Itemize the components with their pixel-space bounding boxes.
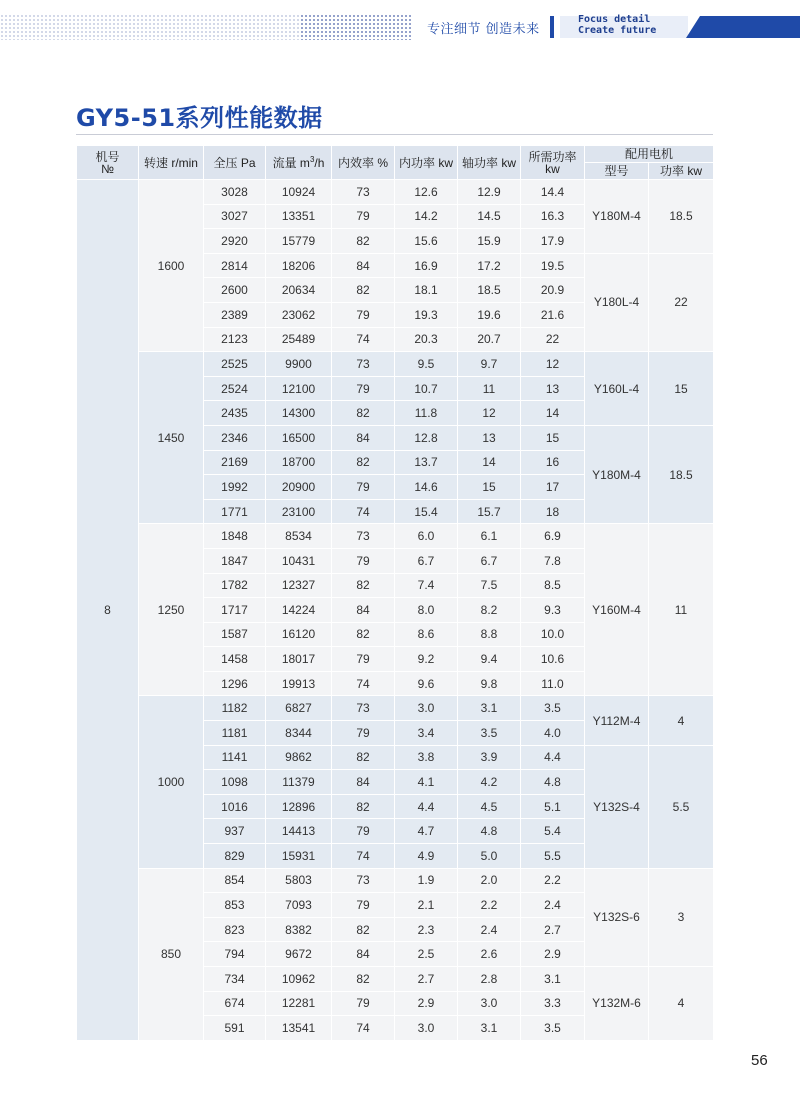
flow-cell: 18017 bbox=[266, 647, 332, 672]
header-flow-prefix: 流量 m bbox=[272, 155, 310, 170]
flow-cell: 23062 bbox=[266, 302, 332, 327]
required-power-cell: 4.0 bbox=[521, 721, 585, 746]
efficiency-cell: 79 bbox=[332, 475, 395, 500]
required-power-cell: 3.5 bbox=[521, 696, 585, 721]
shaft-power-cell: 17.2 bbox=[458, 253, 521, 278]
motor-model-cell: Y132S-4 bbox=[585, 745, 649, 868]
internal-power-cell: 4.9 bbox=[395, 844, 458, 869]
required-power-cell: 21.6 bbox=[521, 302, 585, 327]
motor-model-cell: Y180M-4 bbox=[585, 180, 649, 254]
flow-cell: 10924 bbox=[266, 180, 332, 205]
table-row bbox=[77, 696, 714, 721]
efficiency-cell: 82 bbox=[332, 450, 395, 475]
required-power-cell: 9.3 bbox=[521, 598, 585, 623]
required-power-cell: 19.5 bbox=[521, 253, 585, 278]
flow-cell: 11379 bbox=[266, 770, 332, 795]
header-required-power-line1: 所需功率 bbox=[528, 149, 577, 164]
flow-cell: 20900 bbox=[266, 475, 332, 500]
shaft-power-cell: 4.2 bbox=[458, 770, 521, 795]
shaft-power-cell: 3.0 bbox=[458, 991, 521, 1016]
header-slogan-en-line1: Focus detail bbox=[578, 14, 651, 25]
efficiency-cell: 82 bbox=[332, 622, 395, 647]
pressure-cell: 1182 bbox=[204, 696, 266, 721]
efficiency-cell: 79 bbox=[332, 548, 395, 573]
required-power-cell: 3.1 bbox=[521, 967, 585, 992]
header-motor-group: 配用电机 bbox=[585, 146, 714, 163]
shaft-power-cell: 4.5 bbox=[458, 794, 521, 819]
internal-power-cell: 9.2 bbox=[395, 647, 458, 672]
table-row bbox=[77, 352, 714, 377]
shaft-power-cell: 8.2 bbox=[458, 598, 521, 623]
shaft-power-cell: 14.5 bbox=[458, 204, 521, 229]
flow-cell: 12327 bbox=[266, 573, 332, 598]
pressure-cell: 1296 bbox=[204, 671, 266, 696]
pressure-cell: 591 bbox=[204, 1016, 266, 1041]
required-power-cell: 16 bbox=[521, 450, 585, 475]
motor-model-cell: Y132M-6 bbox=[585, 967, 649, 1041]
shaft-power-cell: 20.7 bbox=[458, 327, 521, 352]
pressure-cell: 1717 bbox=[204, 598, 266, 623]
header-motor-model: 型号 bbox=[585, 163, 649, 180]
flow-cell: 16120 bbox=[266, 622, 332, 647]
efficiency-cell: 79 bbox=[332, 819, 395, 844]
pressure-cell: 823 bbox=[204, 917, 266, 942]
shaft-power-cell: 2.2 bbox=[458, 893, 521, 918]
flow-cell: 25489 bbox=[266, 327, 332, 352]
efficiency-cell: 79 bbox=[332, 721, 395, 746]
shaft-power-cell: 8.8 bbox=[458, 622, 521, 647]
internal-power-cell: 1.9 bbox=[395, 868, 458, 893]
flow-cell: 6827 bbox=[266, 696, 332, 721]
internal-power-cell: 14.6 bbox=[395, 475, 458, 500]
table-header-row bbox=[77, 146, 714, 163]
shaft-power-cell: 5.0 bbox=[458, 844, 521, 869]
required-power-cell: 3.3 bbox=[521, 991, 585, 1016]
pressure-cell: 1782 bbox=[204, 573, 266, 598]
performance-table bbox=[76, 145, 714, 1041]
flow-cell: 9672 bbox=[266, 942, 332, 967]
shaft-power-cell: 2.6 bbox=[458, 942, 521, 967]
internal-power-cell: 13.7 bbox=[395, 450, 458, 475]
internal-power-cell: 15.4 bbox=[395, 499, 458, 524]
title-rule bbox=[76, 134, 713, 135]
header-flow-suffix: /h bbox=[314, 155, 325, 170]
flow-cell: 18206 bbox=[266, 253, 332, 278]
flow-cell: 13351 bbox=[266, 204, 332, 229]
shaft-power-cell: 15.7 bbox=[458, 499, 521, 524]
header-machine-no-line1: 机号 bbox=[95, 149, 120, 164]
flow-cell: 8344 bbox=[266, 721, 332, 746]
required-power-cell: 11.0 bbox=[521, 671, 585, 696]
pressure-cell: 2814 bbox=[204, 253, 266, 278]
internal-power-cell: 2.9 bbox=[395, 991, 458, 1016]
flow-cell: 7093 bbox=[266, 893, 332, 918]
efficiency-cell: 84 bbox=[332, 598, 395, 623]
flow-cell: 12100 bbox=[266, 376, 332, 401]
pressure-cell: 2346 bbox=[204, 425, 266, 450]
pressure-cell: 3027 bbox=[204, 204, 266, 229]
motor-power-cell: 4 bbox=[649, 696, 714, 745]
header-divider bbox=[550, 16, 554, 38]
flow-cell: 10431 bbox=[266, 548, 332, 573]
shaft-power-cell: 4.8 bbox=[458, 819, 521, 844]
header-efficiency: 内效率 % bbox=[332, 146, 395, 180]
header-machine-no-line2: № bbox=[101, 161, 114, 176]
shaft-power-cell: 13 bbox=[458, 425, 521, 450]
efficiency-cell: 73 bbox=[332, 524, 395, 549]
efficiency-cell: 82 bbox=[332, 745, 395, 770]
internal-power-cell: 15.6 bbox=[395, 229, 458, 254]
required-power-cell: 10.0 bbox=[521, 622, 585, 647]
internal-power-cell: 14.2 bbox=[395, 204, 458, 229]
page-number: 56 bbox=[751, 1052, 768, 1069]
flow-cell: 12896 bbox=[266, 794, 332, 819]
required-power-cell: 2.9 bbox=[521, 942, 585, 967]
efficiency-cell: 82 bbox=[332, 278, 395, 303]
shaft-power-cell: 18.5 bbox=[458, 278, 521, 303]
pressure-cell: 1992 bbox=[204, 475, 266, 500]
motor-model-cell: Y132S-6 bbox=[585, 868, 649, 966]
speed-cell: 850 bbox=[139, 868, 204, 1040]
pressure-cell: 3028 bbox=[204, 180, 266, 205]
efficiency-cell: 74 bbox=[332, 499, 395, 524]
motor-model-cell: Y160L-4 bbox=[585, 352, 649, 426]
shaft-power-cell: 6.1 bbox=[458, 524, 521, 549]
flow-cell: 13541 bbox=[266, 1016, 332, 1041]
internal-power-cell: 4.1 bbox=[395, 770, 458, 795]
required-power-cell: 15 bbox=[521, 425, 585, 450]
required-power-cell: 3.5 bbox=[521, 1016, 585, 1041]
shaft-power-cell: 2.4 bbox=[458, 917, 521, 942]
internal-power-cell: 4.7 bbox=[395, 819, 458, 844]
efficiency-cell: 82 bbox=[332, 917, 395, 942]
shaft-power-cell: 9.7 bbox=[458, 352, 521, 377]
efficiency-cell: 82 bbox=[332, 794, 395, 819]
efficiency-cell: 82 bbox=[332, 229, 395, 254]
required-power-cell: 16.3 bbox=[521, 204, 585, 229]
shaft-power-cell: 3.1 bbox=[458, 1016, 521, 1041]
flow-cell: 14300 bbox=[266, 401, 332, 426]
required-power-cell: 4.4 bbox=[521, 745, 585, 770]
page-title: GY5-51系列性能数据 bbox=[76, 104, 323, 132]
pressure-cell: 2920 bbox=[204, 229, 266, 254]
speed-cell: 1450 bbox=[139, 352, 204, 524]
shaft-power-cell: 9.8 bbox=[458, 671, 521, 696]
motor-model-cell: Y112M-4 bbox=[585, 696, 649, 745]
internal-power-cell: 6.0 bbox=[395, 524, 458, 549]
speed-cell: 1000 bbox=[139, 696, 204, 868]
required-power-cell: 17 bbox=[521, 475, 585, 500]
pressure-cell: 2600 bbox=[204, 278, 266, 303]
header-required-power-line2: kw bbox=[545, 161, 560, 176]
motor-model-cell: Y160M-4 bbox=[585, 524, 649, 696]
shaft-power-cell: 11 bbox=[458, 376, 521, 401]
header-flow bbox=[266, 146, 332, 180]
required-power-cell: 10.6 bbox=[521, 647, 585, 672]
table-row bbox=[77, 868, 714, 893]
pressure-cell: 2389 bbox=[204, 302, 266, 327]
pressure-cell: 1181 bbox=[204, 721, 266, 746]
flow-cell: 16500 bbox=[266, 425, 332, 450]
header-slogan-cn: 专注细节 创造未来 bbox=[427, 22, 540, 37]
pressure-cell: 2525 bbox=[204, 352, 266, 377]
pressure-cell: 854 bbox=[204, 868, 266, 893]
shaft-power-cell: 15 bbox=[458, 475, 521, 500]
efficiency-cell: 84 bbox=[332, 770, 395, 795]
internal-power-cell: 3.0 bbox=[395, 1016, 458, 1041]
flow-cell: 5803 bbox=[266, 868, 332, 893]
shaft-power-cell: 2.0 bbox=[458, 868, 521, 893]
required-power-cell: 7.8 bbox=[521, 548, 585, 573]
motor-power-cell: 18.5 bbox=[649, 180, 714, 254]
efficiency-cell: 82 bbox=[332, 967, 395, 992]
internal-power-cell: 16.9 bbox=[395, 253, 458, 278]
efficiency-cell: 74 bbox=[332, 844, 395, 869]
required-power-cell: 17.9 bbox=[521, 229, 585, 254]
required-power-cell: 2.7 bbox=[521, 917, 585, 942]
pressure-cell: 829 bbox=[204, 844, 266, 869]
pressure-cell: 2169 bbox=[204, 450, 266, 475]
flow-cell: 20634 bbox=[266, 278, 332, 303]
efficiency-cell: 73 bbox=[332, 180, 395, 205]
required-power-cell: 5.5 bbox=[521, 844, 585, 869]
motor-power-cell: 15 bbox=[649, 352, 714, 426]
flow-cell: 8534 bbox=[266, 524, 332, 549]
internal-power-cell: 3.0 bbox=[395, 696, 458, 721]
efficiency-cell: 79 bbox=[332, 991, 395, 1016]
efficiency-cell: 74 bbox=[332, 671, 395, 696]
efficiency-cell: 84 bbox=[332, 425, 395, 450]
header-slogan-en bbox=[578, 14, 656, 36]
motor-model-cell: Y180M-4 bbox=[585, 425, 649, 523]
flow-cell: 19913 bbox=[266, 671, 332, 696]
required-power-cell: 4.8 bbox=[521, 770, 585, 795]
flow-cell: 15931 bbox=[266, 844, 332, 869]
motor-power-cell: 11 bbox=[649, 524, 714, 696]
shaft-power-cell: 14 bbox=[458, 450, 521, 475]
internal-power-cell: 3.4 bbox=[395, 721, 458, 746]
pressure-cell: 1458 bbox=[204, 647, 266, 672]
shaft-power-cell: 6.7 bbox=[458, 548, 521, 573]
efficiency-cell: 79 bbox=[332, 647, 395, 672]
required-power-cell: 13 bbox=[521, 376, 585, 401]
flow-cell: 15779 bbox=[266, 229, 332, 254]
header-flow-sup: 3 bbox=[309, 154, 315, 164]
efficiency-cell: 79 bbox=[332, 376, 395, 401]
efficiency-cell: 82 bbox=[332, 573, 395, 598]
shaft-power-cell: 12 bbox=[458, 401, 521, 426]
header-accent-bar bbox=[686, 16, 800, 38]
efficiency-cell: 84 bbox=[332, 253, 395, 278]
required-power-cell: 14 bbox=[521, 401, 585, 426]
flow-cell: 9900 bbox=[266, 352, 332, 377]
internal-power-cell: 7.4 bbox=[395, 573, 458, 598]
motor-power-cell: 18.5 bbox=[649, 425, 714, 523]
pressure-cell: 1016 bbox=[204, 794, 266, 819]
table-row bbox=[77, 524, 714, 549]
internal-power-cell: 2.7 bbox=[395, 967, 458, 992]
efficiency-cell: 79 bbox=[332, 204, 395, 229]
required-power-cell: 5.4 bbox=[521, 819, 585, 844]
efficiency-cell: 82 bbox=[332, 401, 395, 426]
header-dot-pattern-dense bbox=[300, 14, 412, 40]
speed-cell: 1600 bbox=[139, 180, 204, 352]
required-power-cell: 6.9 bbox=[521, 524, 585, 549]
shaft-power-cell: 3.5 bbox=[458, 721, 521, 746]
flow-cell: 14224 bbox=[266, 598, 332, 623]
table-body bbox=[77, 180, 714, 1041]
header-shaft-power: 轴功率 kw bbox=[458, 146, 521, 180]
speed-cell: 1250 bbox=[139, 524, 204, 696]
internal-power-cell: 3.8 bbox=[395, 745, 458, 770]
table-row bbox=[77, 180, 714, 205]
shaft-power-cell: 19.6 bbox=[458, 302, 521, 327]
flow-cell: 14413 bbox=[266, 819, 332, 844]
internal-power-cell: 2.5 bbox=[395, 942, 458, 967]
motor-power-cell: 22 bbox=[649, 253, 714, 351]
efficiency-cell: 73 bbox=[332, 696, 395, 721]
pressure-cell: 794 bbox=[204, 942, 266, 967]
pressure-cell: 1771 bbox=[204, 499, 266, 524]
efficiency-cell: 84 bbox=[332, 942, 395, 967]
flow-cell: 23100 bbox=[266, 499, 332, 524]
pressure-cell: 674 bbox=[204, 991, 266, 1016]
pressure-cell: 734 bbox=[204, 967, 266, 992]
required-power-cell: 22 bbox=[521, 327, 585, 352]
pressure-cell: 1848 bbox=[204, 524, 266, 549]
pressure-cell: 853 bbox=[204, 893, 266, 918]
motor-power-cell: 3 bbox=[649, 868, 714, 966]
required-power-cell: 2.4 bbox=[521, 893, 585, 918]
internal-power-cell: 8.6 bbox=[395, 622, 458, 647]
required-power-cell: 14.4 bbox=[521, 180, 585, 205]
internal-power-cell: 20.3 bbox=[395, 327, 458, 352]
shaft-power-cell: 15.9 bbox=[458, 229, 521, 254]
pressure-cell: 1098 bbox=[204, 770, 266, 795]
header-slogan-en-line2: Create future bbox=[578, 25, 657, 36]
efficiency-cell: 73 bbox=[332, 352, 395, 377]
shaft-power-cell: 7.5 bbox=[458, 573, 521, 598]
required-power-cell: 8.5 bbox=[521, 573, 585, 598]
flow-cell: 10962 bbox=[266, 967, 332, 992]
flow-cell: 9862 bbox=[266, 745, 332, 770]
required-power-cell: 18 bbox=[521, 499, 585, 524]
internal-power-cell: 9.5 bbox=[395, 352, 458, 377]
internal-power-cell: 2.1 bbox=[395, 893, 458, 918]
shaft-power-cell: 3.1 bbox=[458, 696, 521, 721]
header-required-power bbox=[521, 146, 585, 180]
pressure-cell: 2435 bbox=[204, 401, 266, 426]
pressure-cell: 1587 bbox=[204, 622, 266, 647]
motor-model-cell: Y180L-4 bbox=[585, 253, 649, 351]
pressure-cell: 1847 bbox=[204, 548, 266, 573]
internal-power-cell: 6.7 bbox=[395, 548, 458, 573]
motor-power-cell: 4 bbox=[649, 967, 714, 1041]
header-machine-no bbox=[77, 146, 139, 180]
pressure-cell: 2524 bbox=[204, 376, 266, 401]
flow-cell: 12281 bbox=[266, 991, 332, 1016]
motor-power-cell: 5.5 bbox=[649, 745, 714, 868]
efficiency-cell: 79 bbox=[332, 893, 395, 918]
efficiency-cell: 79 bbox=[332, 302, 395, 327]
internal-power-cell: 4.4 bbox=[395, 794, 458, 819]
internal-power-cell: 18.1 bbox=[395, 278, 458, 303]
header-internal-power: 内功率 kw bbox=[395, 146, 458, 180]
internal-power-cell: 19.3 bbox=[395, 302, 458, 327]
pressure-cell: 937 bbox=[204, 819, 266, 844]
efficiency-cell: 74 bbox=[332, 327, 395, 352]
machine-no-cell: 8 bbox=[77, 180, 139, 1041]
shaft-power-cell: 12.9 bbox=[458, 180, 521, 205]
flow-cell: 18700 bbox=[266, 450, 332, 475]
internal-power-cell: 12.6 bbox=[395, 180, 458, 205]
pressure-cell: 2123 bbox=[204, 327, 266, 352]
internal-power-cell: 2.3 bbox=[395, 917, 458, 942]
internal-power-cell: 12.8 bbox=[395, 425, 458, 450]
efficiency-cell: 73 bbox=[332, 868, 395, 893]
header-motor-power: 功率 kw bbox=[649, 163, 714, 180]
shaft-power-cell: 3.9 bbox=[458, 745, 521, 770]
required-power-cell: 12 bbox=[521, 352, 585, 377]
header-pressure: 全压 Pa bbox=[204, 146, 266, 180]
required-power-cell: 2.2 bbox=[521, 868, 585, 893]
shaft-power-cell: 9.4 bbox=[458, 647, 521, 672]
internal-power-cell: 9.6 bbox=[395, 671, 458, 696]
header-speed: 转速 r/min bbox=[139, 146, 204, 180]
internal-power-cell: 8.0 bbox=[395, 598, 458, 623]
shaft-power-cell: 2.8 bbox=[458, 967, 521, 992]
flow-cell: 8382 bbox=[266, 917, 332, 942]
internal-power-cell: 10.7 bbox=[395, 376, 458, 401]
efficiency-cell: 74 bbox=[332, 1016, 395, 1041]
required-power-cell: 5.1 bbox=[521, 794, 585, 819]
internal-power-cell: 11.8 bbox=[395, 401, 458, 426]
required-power-cell: 20.9 bbox=[521, 278, 585, 303]
pressure-cell: 1141 bbox=[204, 745, 266, 770]
